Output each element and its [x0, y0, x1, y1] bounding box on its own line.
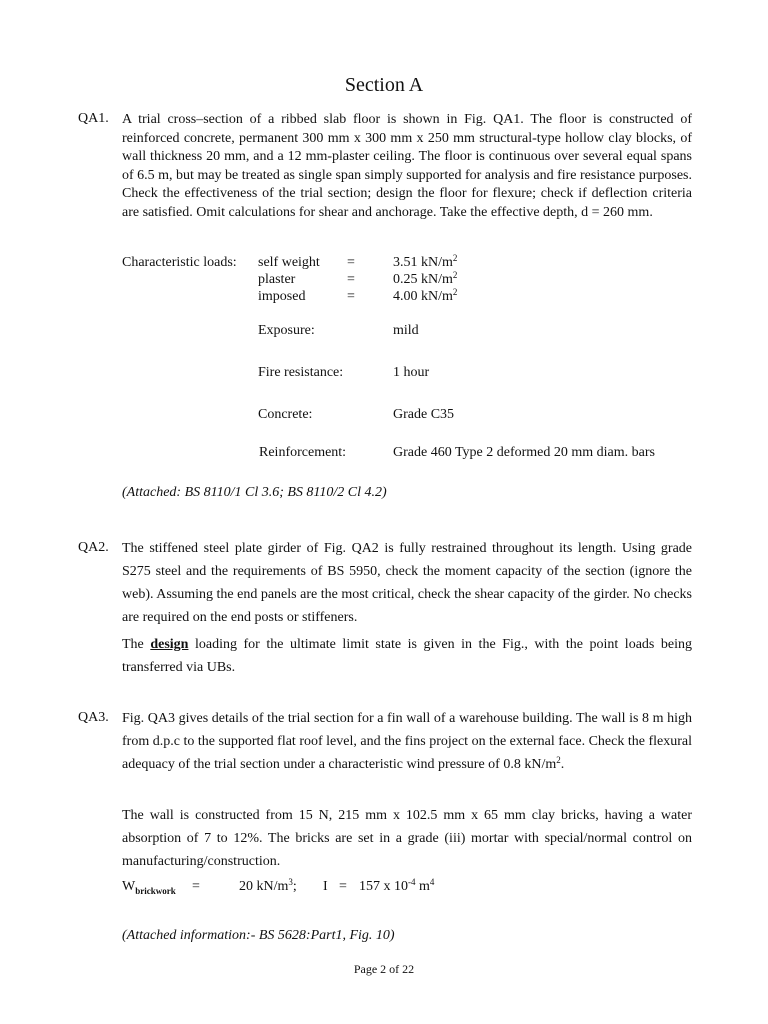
prop-label-exposure: Exposure: — [258, 323, 315, 338]
load-eq-self-weight: = — [347, 255, 355, 270]
section-title: Section A — [344, 74, 424, 96]
question-number-qa2: QA2. — [78, 540, 109, 555]
brickwork-weight-value: 20 $kN/m^3$; — [239, 877, 297, 894]
prop-label-concrete: Concrete: — [258, 407, 313, 422]
question-text-qa2-design: The design loading for the ultimate limit state is given in the Fig., with the point loads being transferred via UBs. — [122, 637, 692, 675]
load-name-imposed: imposed — [258, 289, 306, 304]
brickwork-weight-symbol: $W_{brickwork}$ — [122, 879, 176, 896]
prop-value-concrete: Grade C35 — [393, 407, 455, 422]
prop-value-exposure: mild — [393, 323, 419, 338]
question-text-qa3-materials: The wall is constructed from 15 N, 215 mm x 102.5 mm x 65 mm clay bricks, having a water absorption of 7 to 12%. The bricks are set in a grade (iii) mortar with special/normal control on manufacturing/construction. — [122, 808, 692, 869]
moment-of-inertia-eq: = — [339, 879, 347, 894]
load-eq-imposed: = — [347, 289, 355, 304]
load-name-plaster: plaster — [258, 272, 296, 287]
load-name-self-weight: self weight — [258, 255, 320, 270]
design-emphasis: design — [150, 637, 189, 652]
brickwork-weight-eq: = — [192, 879, 200, 894]
prop-label-reinforcement: Reinforcement: — [259, 445, 347, 460]
question-number-qa3: QA3. — [78, 710, 109, 725]
load-value-plaster: 0.25 $kN/m^2$ — [393, 270, 458, 287]
load-value-imposed: 4.00 $kN/m^2$ — [393, 287, 458, 304]
question-text-qa2: The stiffened steel plate girder of Fig. QA2 is fully restrained throughout its length. Using grade S275 steel and the requirements of BS 5950, check the moment capacity of the section (ignore the web). Assuming the end panels are the most critical, check the shear capacity of the girder. No checks are required on the end posts or stiffeners. — [122, 541, 692, 625]
moment-of-inertia-value: 157 x $10^{-4}$ $m^4$ — [359, 877, 435, 894]
question-text-qa3: Fig. QA3 gives details of the trial section for a fin wall of a warehouse building. The wall is 8 m high from d.p.c to the supported flat roof level, and the fins project on the external face. Check the flexural adequacy of the trial section under a characteristic wind pressure of 0.8 $kN/m^2$. — [122, 711, 692, 772]
prop-label-fire-resistance: Fire resistance: — [258, 365, 344, 380]
load-eq-plaster: = — [347, 272, 355, 287]
prop-value-reinforcement: Grade 460 Type 2 deformed 20 mm diam. bars — [393, 445, 655, 460]
load-value-self-weight: 3.51 $kN/m^2$ — [393, 253, 458, 270]
moment-of-inertia-symbol: I — [323, 879, 328, 894]
attached-note-qa3: (Attached information:- BS 5628:Part1, Fig. 10) — [122, 928, 395, 943]
question-number-qa1: QA1. — [78, 111, 109, 126]
page-number: Page 2 of 22 — [353, 962, 415, 976]
loads-label: Characteristic loads: — [122, 255, 237, 270]
prop-value-fire-resistance: 1 hour — [393, 365, 430, 380]
question-text-qa1: A trial cross–section of a ribbed slab floor is shown in Fig. QA1. The floor is constructed of reinforced concrete, permanent 300 mm x 300 mm x 250 mm structural-type hollow clay blocks, of wall thickness 20 mm, and a 12 mm-plaster ceiling. The floor is continuous over several equal spans of 6.5 m, but may be treated as single span simply supported for analysis and fire resistance purposes. Check the effectiveness of the trial section; design the floor for flexure; check if deflection criteria are satisfied. Omit calculations for shear and anchorage. Take the effective depth, d = 260 mm. — [122, 112, 692, 220]
attached-note-qa1: (Attached: BS 8110/1 Cl 3.6; BS 8110/2 Cl 4.2) — [122, 485, 387, 500]
